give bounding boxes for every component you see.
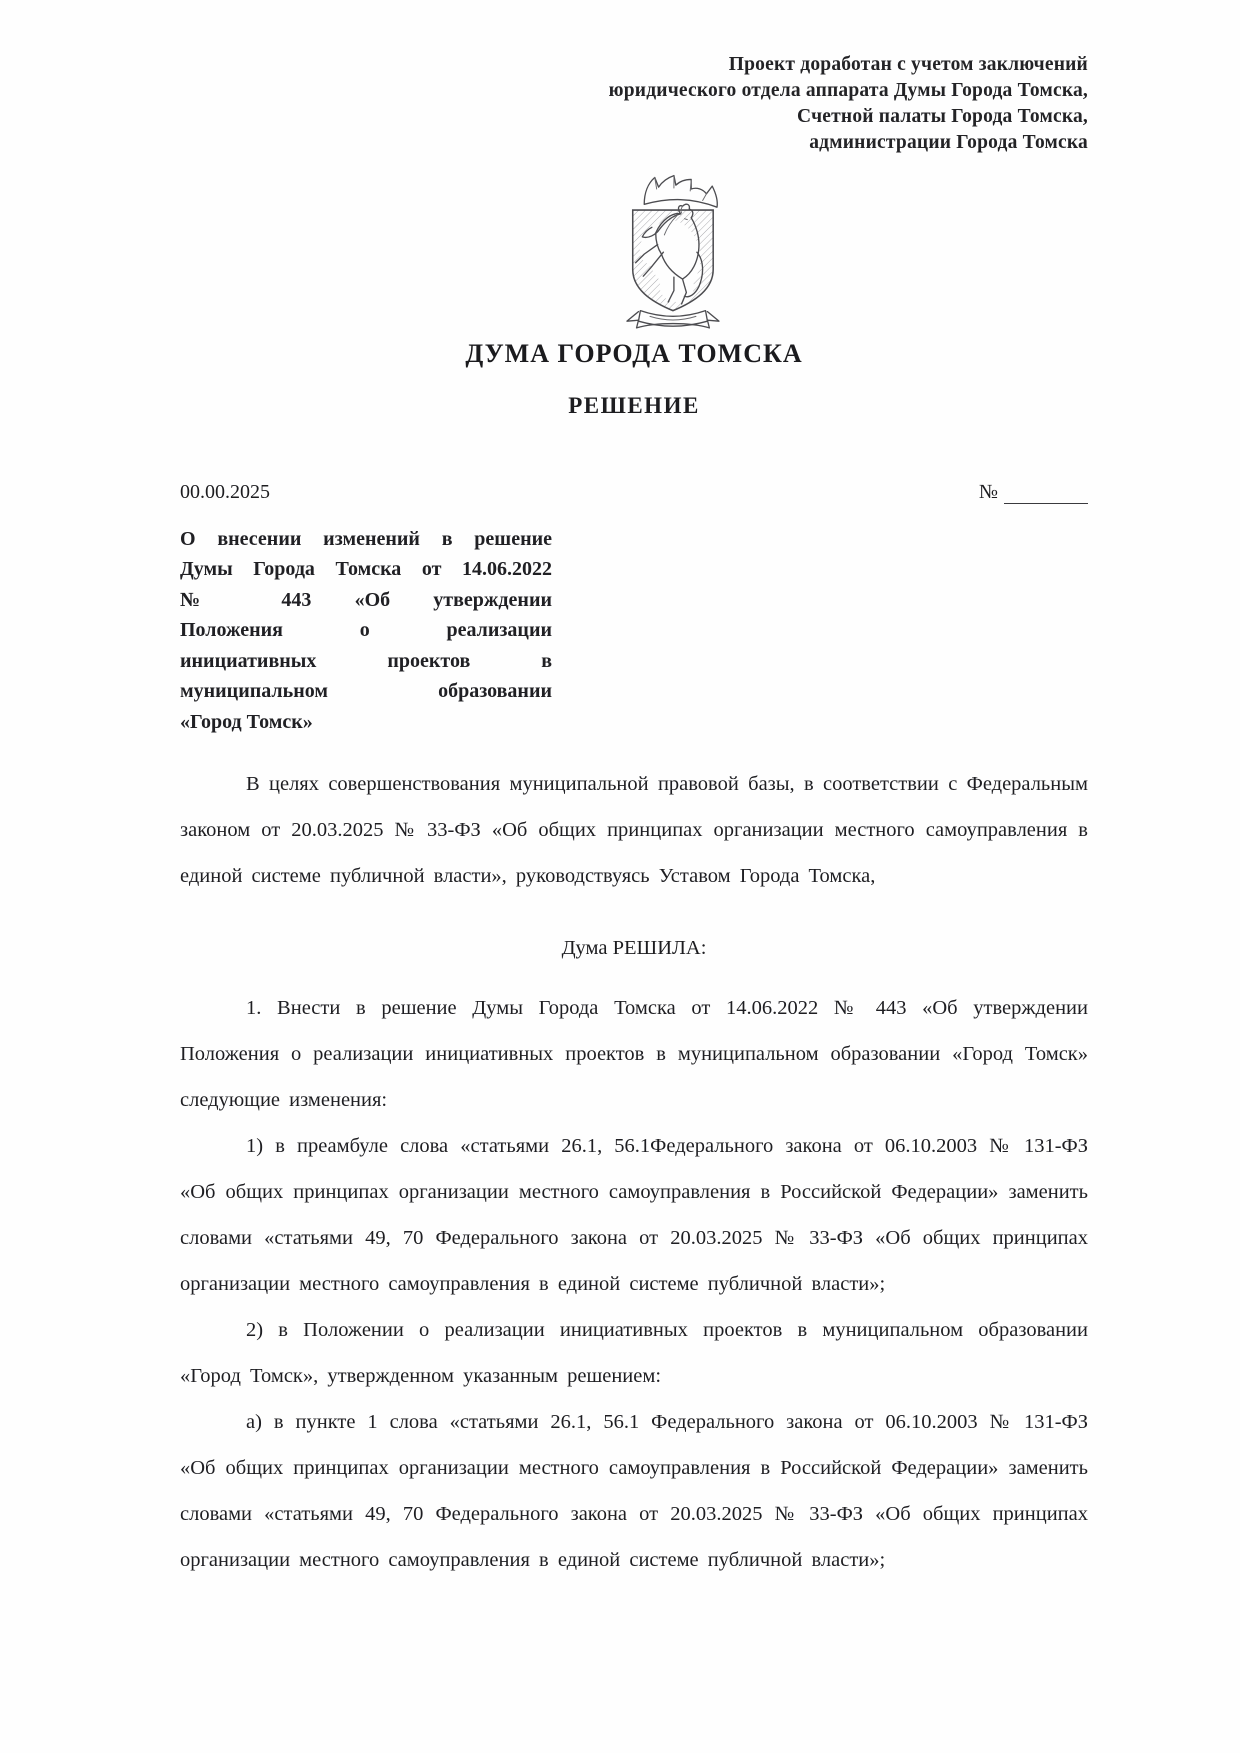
document-content xyxy=(180,0,1088,1583)
subject-line: № 443 «Об утверждении xyxy=(180,588,552,611)
resolved-heading: Дума РЕШИЛА: xyxy=(561,937,707,960)
document-number xyxy=(979,481,1088,504)
body-paragraph-2: 1) в преамбуле слова «статьями 26.1, 56.1Федерального закона от 06.10.2003 № 131-ФЗ «Об общих принципах организации местного самоуправления в Российской Федерации» заменить словами «статьями 49, 70 Федерального закона от 20.03.2025 № 33-ФЗ «Об общих принципах организации местного самоуправления в единой системе публичной власти»; xyxy=(180,1135,1088,1296)
approval-note-line: администрации Города Томска xyxy=(809,132,1088,153)
document-number-label: № xyxy=(978,480,998,503)
body-paragraph-3: 2) в Положении о реализации инициативных проектов в муниципальном образовании «Город Томск», утвержденном указанным решением: xyxy=(180,1319,1088,1388)
document-date: 00.00.2025 xyxy=(180,480,270,503)
document-subject xyxy=(180,524,552,738)
tomsk-coat-of-arms-icon xyxy=(581,166,763,331)
subject-line: Положения о реализации xyxy=(180,619,552,642)
body-paragraph-1: 1. Внести в решение Думы Города Томска от 14.06.2022 № 443 «Об утверждении Положения о реализации инициативных проектов в муниципальном образовании «Город Томск» следующие изменения: xyxy=(180,997,1088,1112)
preamble-paragraph: В целях совершенствования муниципальной правовой базы, в соответствии с Федеральным законом от 20.03.2025 № 33-ФЗ «Об общих принципах организации местного самоуправления в единой системе публичной власти», руководствуясь Уставом Города Томска, xyxy=(180,773,1088,888)
document-type-title: РЕШЕНИЕ xyxy=(568,392,700,418)
document-meta-row xyxy=(180,481,1088,504)
subject-line: Думы Города Томска от 14.06.2022 xyxy=(180,558,552,581)
approval-note-line: Проект доработан с учетом заключений xyxy=(728,54,1088,75)
document-number-blank xyxy=(1004,483,1088,504)
approval-note xyxy=(180,52,1088,156)
approval-note-line: юридического отдела аппарата Думы Города Томска, xyxy=(608,80,1088,101)
subject-line: инициативных проектов в xyxy=(180,649,552,672)
approval-note-line: Счетной палаты Города Томска, xyxy=(797,106,1088,127)
subject-line: О внесении изменений в решение xyxy=(180,527,552,550)
body-paragraph-4: а) в пункте 1 слова «статьями 26.1, 56.1 Федерального закона от 06.10.2003 № 131-ФЗ «Об общих принципах организации местного самоуправления в Российской Федерации» заменить словами «статьями 49, 70 Федерального закона от 20.03.2025 № 33-ФЗ «Об общих принципах организации местного самоуправления в единой системе публичной власти»; xyxy=(180,1411,1088,1572)
subject-line: муниципальном образовании xyxy=(180,680,552,703)
organization-title: ДУМА ГОРОДА ТОМСКА xyxy=(465,338,803,368)
subject-line: «Город Томск» xyxy=(180,710,313,733)
